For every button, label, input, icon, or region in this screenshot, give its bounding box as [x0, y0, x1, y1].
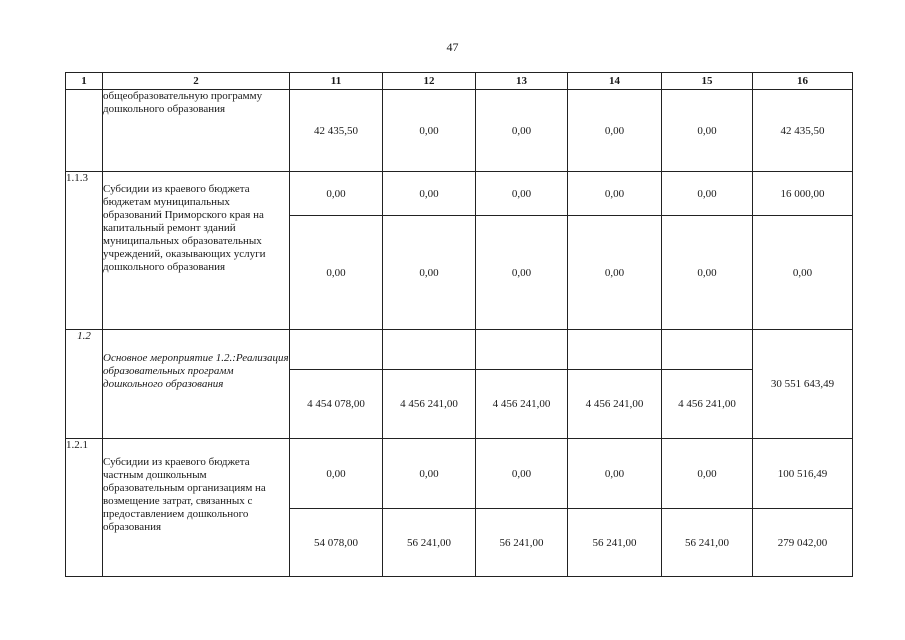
- row-code: 1.2: [66, 330, 103, 439]
- value-cell: 4 456 241,00: [662, 370, 753, 439]
- value-cell: 0,00: [383, 439, 476, 509]
- value-cell: 0,00: [662, 439, 753, 509]
- value-cell: 0,00: [476, 439, 568, 509]
- header-col-12: 12: [383, 73, 476, 90]
- value-cell: [476, 330, 568, 370]
- value-cell: 4 456 241,00: [476, 370, 568, 439]
- total-cell: 30 551 643,49: [753, 330, 853, 439]
- value-cell: 54 078,00: [290, 509, 383, 577]
- table-row: [66, 439, 853, 509]
- value-cell: 56 241,00: [476, 509, 568, 577]
- table-row: [66, 172, 853, 216]
- row-description-text: Субсидии из краевого бюджета бюджетам муниципальных образований Приморского края на капитальный ремонт зданий муниципальных образовательных учреждений, оказывающих услуги дошкольного образования: [103, 183, 266, 273]
- value-cell: 0,00: [568, 172, 662, 216]
- header-col-2: 2: [103, 73, 290, 90]
- value-cell: [662, 330, 753, 370]
- row-description-text: общеобразовательную программу дошкольного образования: [103, 90, 263, 115]
- value-cell: 0,00: [662, 216, 753, 330]
- row-description: [103, 172, 290, 330]
- header-col-15: 15: [662, 73, 753, 90]
- value-cell: 56 241,00: [383, 509, 476, 577]
- value-cell: [290, 330, 383, 370]
- row-description: [103, 90, 290, 172]
- value-cell: 4 456 241,00: [568, 370, 662, 439]
- value-cell: 0,00: [290, 439, 383, 509]
- table-row: [66, 90, 853, 172]
- row-description-text: Основное мероприятие 1.2.:Реализация образовательных программ дошкольного образования: [103, 352, 289, 390]
- value-cell: 0,00: [383, 172, 476, 216]
- row-description: [103, 330, 290, 439]
- budget-table: [65, 72, 853, 577]
- header-row: [66, 73, 853, 90]
- value-cell: 0,00: [662, 90, 753, 172]
- value-cell: 0,00: [568, 216, 662, 330]
- value-cell: 4 456 241,00: [383, 370, 476, 439]
- total-cell: 100 516,49: [753, 439, 853, 509]
- value-cell: 0,00: [568, 439, 662, 509]
- value-cell: 56 241,00: [568, 509, 662, 577]
- row-description-text: Субсидии из краевого бюджета частным дошкольным образовательным организациям на возмещение затрат, связанных с предоставлением дошкольного образования: [103, 456, 266, 533]
- value-cell: 0,00: [662, 172, 753, 216]
- value-cell: 0,00: [476, 172, 568, 216]
- value-cell: 0,00: [476, 216, 568, 330]
- value-cell: 0,00: [290, 216, 383, 330]
- table-row: [66, 330, 853, 370]
- total-cell: 16 000,00: [753, 172, 853, 216]
- row-code: 1.2.1: [66, 439, 103, 577]
- total-cell: 0,00: [753, 216, 853, 330]
- row-code: 1.1.3: [66, 172, 103, 330]
- value-cell: 0,00: [383, 90, 476, 172]
- total-cell: 42 435,50: [753, 90, 853, 172]
- header-col-13: 13: [476, 73, 568, 90]
- value-cell: 0,00: [568, 90, 662, 172]
- header-col-1: 1: [66, 73, 103, 90]
- row-description: [103, 439, 290, 577]
- row-code: [66, 90, 103, 172]
- value-cell: 42 435,50: [290, 90, 383, 172]
- value-cell: [568, 330, 662, 370]
- total-cell: 279 042,00: [753, 509, 853, 577]
- value-cell: 0,00: [383, 216, 476, 330]
- page-number: 47: [446, 40, 459, 54]
- value-cell: 0,00: [290, 172, 383, 216]
- header-col-16: 16: [753, 73, 853, 90]
- value-cell: 0,00: [476, 90, 568, 172]
- value-cell: 56 241,00: [662, 509, 753, 577]
- value-cell: 4 454 078,00: [290, 370, 383, 439]
- header-col-14: 14: [568, 73, 662, 90]
- header-col-11: 11: [290, 73, 383, 90]
- value-cell: [383, 330, 476, 370]
